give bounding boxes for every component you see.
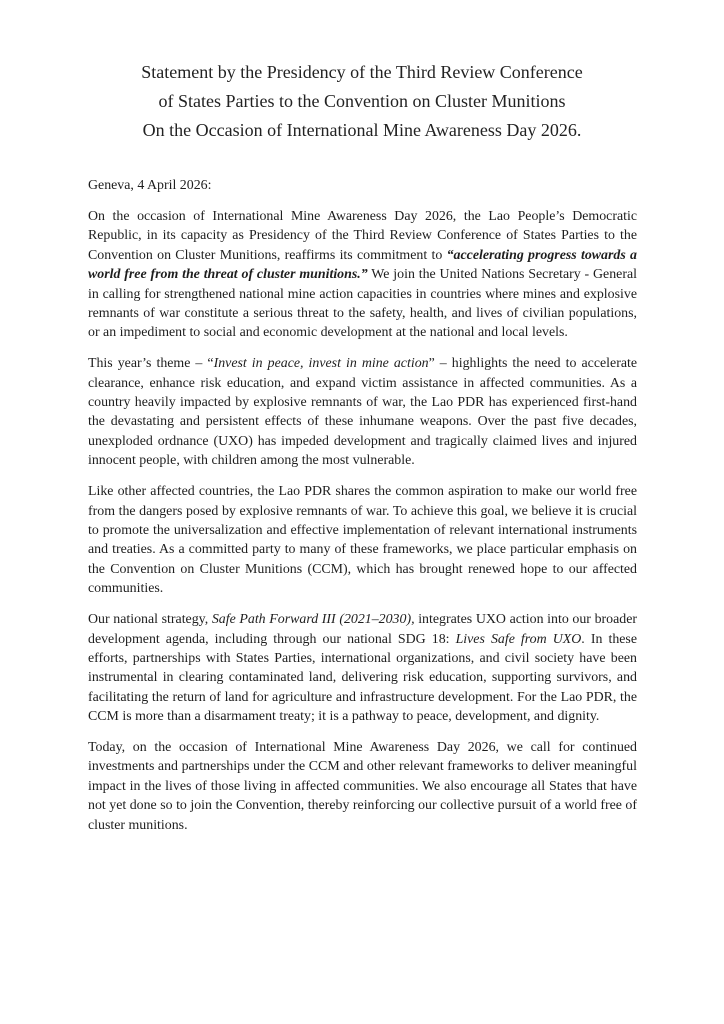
text-segment: Invest in peace, invest in mine action	[213, 356, 429, 372]
paragraph	[88, 738, 637, 835]
paragraph	[88, 610, 637, 726]
title-line-1: Statement by the Presidency of the Third Review Conference	[141, 62, 583, 82]
text-segment: Safe Path Forward III (2021–2030),	[211, 612, 415, 628]
dateline: Geneva, 4 April 2026:	[88, 178, 212, 193]
text-segment: We join the United Nations Secretary - General in calling for strengthened national mine action capacities in countries where mines and explosive remnants of war constitute a serious threat to the safety, health, and lives of civilian populations, or an impediment to social and economic development at the national and local levels.	[88, 267, 637, 341]
text-segment: Today, on the occasion of International Mine Awareness Day 2026, we call for continued investments and partnerships under the CCM and other relevant frameworks to deliver meaningful impact in the lives of those living in affected communities. We also encourage all States that have not yet done so to join the Convention, thereby reinforcing our collective pursuit of a world free of cluster munitions.	[88, 740, 637, 833]
text-segment: Like other affected countries, the Lao PDR shares the common aspiration to make our world free from the dangers posed by explosive remnants of war. To achieve this goal, we believe it is crucial to promote the universalization and effective implementation of relevant international instruments and treaties. As a committed party to many of these frameworks, we place particular emphasis on the Convention on Cluster Munitions (CCM), which has brought renewed hope to our affected communities.	[88, 484, 637, 597]
document-content	[88, 176, 637, 835]
text-segment: Lives Safe from UXO	[455, 631, 582, 647]
document-body	[88, 207, 637, 835]
text-segment: This year’s theme – “	[88, 356, 214, 372]
text-segment: Our national strategy,	[88, 612, 212, 628]
text-segment: . In these efforts, partnerships with States Parties, international organizations, and civil society have been instrumental in clearing contaminated land, delivering risk education, supporting survivors, and facilitating the return of land for agriculture and infrastructure development. For the Lao PDR, the CCM is more than a disarmament treaty; it is a pathway to peace, development, and dignity.	[88, 631, 637, 725]
text-segment: “accelerating progress towards a world free from the threat of cluster munitions.”	[88, 247, 637, 283]
paragraph	[88, 207, 637, 343]
text-segment: integrates UXO action into our broader development agenda, including through our national SDG 18:	[88, 612, 637, 647]
paragraph	[88, 354, 637, 470]
document-title	[0, 0, 724, 145]
paragraph	[88, 482, 637, 598]
title-line-3: On the Occasion of International Mine Awareness Day 2026.	[142, 120, 582, 140]
text-segment: ” – highlights the need to accelerate clearance, enhance risk education, and expand victim assistance in affected communities. As a country heavily impacted by explosive remnants of war, the Lao PDR has experienced first-hand the devastating and persistent effects of these inhumane weapons. Over the past five decades, unexploded ordnance (UXO) has impeded development and tragically claimed lives and injured innocent people, with children among the most vulnerable.	[88, 356, 638, 469]
title-line-2: of States Parties to the Convention on Cluster Munitions	[158, 91, 566, 111]
text-segment: On the occasion of International Mine Awareness Day 2026, the Lao People’s Democratic Republic, in its capacity as Presidency of the Third Review Conference of States Parties to the Convention on Cluster Munitions, reaffirms its commitment to	[88, 208, 637, 263]
